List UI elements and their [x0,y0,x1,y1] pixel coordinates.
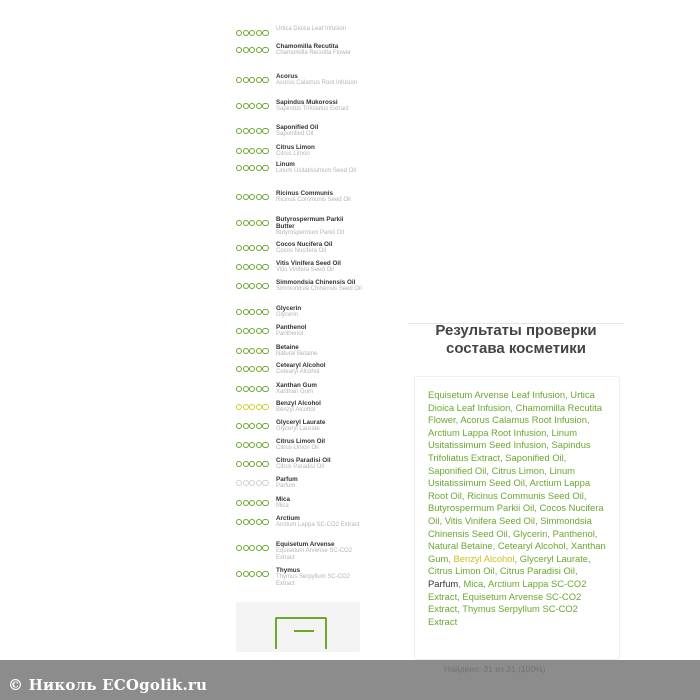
ingredient-inci: Saponified Oil [276,131,314,137]
rating-drop [256,386,262,392]
rating-drop [243,264,249,270]
ingredient-name: Citrus Paradisi Oil [276,457,331,464]
rating-drop [249,386,255,392]
rating-drop [243,128,249,134]
result-ingredient: Chamomilla Recutita Flower [428,401,603,426]
result-ingredient: Linum Usitatissimum Seed Infusion [428,426,578,451]
rating-drop [243,30,249,36]
safety-rating-icon [236,30,270,36]
ingredient-name: Glycerin [276,305,302,312]
result-ingredient: Glyceryl Laurate [519,552,589,564]
watermark-text: © Николь ECOgolik.ru [8,676,208,694]
result-ingredient: Glycerin [512,527,548,539]
ingredient-row[interactable] [236,476,362,490]
result-ingredient: Parfum [428,577,459,589]
rating-drop [262,194,268,200]
rating-drop [249,194,255,200]
rating-drop [236,442,242,448]
result-ingredient: Arctium Lappa Root Oil [428,477,591,501]
ingredient-row[interactable] [236,161,362,175]
ingredient-name: Parfum [276,476,298,483]
rating-drop [262,386,268,392]
result-ingredient: Arctium Lappa SC-CO2 Extract [428,577,587,602]
rating-drop [262,283,268,289]
rating-drop [249,165,255,171]
result-ingredient: Arctium Lappa Root Infusion [428,426,547,438]
rating-drop [243,571,249,577]
rating-drop [256,423,262,429]
rating-drop [256,103,262,109]
ingredient-name: Ricinus Communis [276,190,334,197]
rating-drop [256,500,262,506]
result-ingredient: Xanthan Gum [428,540,606,564]
rating-drop [236,283,242,289]
rating-drop [243,545,249,551]
rating-drop [256,309,262,315]
result-ingredient: Cetearyl Alcohol [497,540,566,552]
ingredient-row[interactable] [236,144,362,158]
rating-drop [249,366,255,372]
rating-drop [243,194,249,200]
ingredient-inci: Ricinus Communis Seed Oil [276,197,351,203]
result-ingredient: Saponified Oil [505,451,564,463]
ingredient-inci: Cocos Nucifera Oil [276,248,327,254]
ingredient-inci: Natural Betaine [276,351,318,357]
result-ingredient: Panthenol [552,527,595,539]
rating-drop [236,264,242,270]
ingredient-inci: Cetearyl Alcohol [276,369,320,375]
results-title [412,322,620,358]
results-text: Equisetum Arvense Leaf Infusion, Urtica Dioica Leaf Infusion, Chamomilla Recutita Flower, Acorus Calamus Root Infusion, Arctium Lappa Root Infusion, Linum Usitatissimum Seed Infusion, Sapindus Trifoliatus Extract, Saponified Oil, Saponified Oil, Citrus Limon, Linum Usitatissimum Seed Oil, Arctium Lappa Root Oil, Ricinus Communis Seed Oil, Butyrospermum Parkii Oil, Cocos Nucifera Oil, Vitis Vinifera Seed Oil, Simmondsia Chinensis Seed Oil, Glycerin, Panthenol, Natural Betaine, Cetearyl Alcohol, Xanthan Gum, Benzyl Alcohol, Glyceryl Laurate, Citrus Limon Oil, Citrus Paradisi Oil, Parfum, Mica, Arctium Lappa SC-CO2 Extract, Equisetum Arvense SC-CO2 Extract, Thymus Serpyllum SC-CO2 Extract [428,389,606,627]
ingredient-name: Betaine [276,344,299,351]
rating-drop [262,47,268,53]
rating-drop [236,500,242,506]
rating-drop [249,283,255,289]
rating-drop [262,348,268,354]
ingredient-inci: Chamomilla Recutita Flower [276,50,352,56]
rating-drop [249,309,255,315]
result-ingredient: Simmondsia Chinensis Seed Oil [428,514,592,539]
rating-drop [262,366,268,372]
rating-drop [243,77,249,83]
rating-drop [236,47,242,53]
ingredient-row[interactable] [236,400,362,414]
ingredient-name: Citrus Limon [276,144,315,151]
rating-drop [236,348,242,354]
ingredient-name: Mica [276,496,290,503]
rating-drop [262,148,268,154]
ingredient-inci: Linum Usitatissimum Seed Oil [276,168,357,174]
rating-drop [262,328,268,334]
rating-drop [262,423,268,429]
safety-rating-icon [236,128,270,134]
rating-drop [249,461,255,467]
rating-drop [243,404,249,410]
result-ingredient: Linum Usitatissimum Seed Oil [428,464,575,489]
rating-drop [236,366,242,372]
rating-drop [256,461,262,467]
safety-rating-icon [236,519,270,525]
rating-drop [249,148,255,154]
result-ingredient: Equisetum Arvense Leaf Infusion [428,389,566,400]
rating-drop [249,442,255,448]
result-ingredient: Sapindus Trifoliatus Extract [428,439,591,463]
bottom-card[interactable] [236,602,360,652]
rating-drop [249,30,255,36]
rating-drop [256,328,262,334]
rating-drop [256,194,262,200]
result-ingredient: Butyrospermum Parkii Oil [428,502,535,514]
rating-drop [243,165,249,171]
rating-drop [249,519,255,525]
result-ingredient: Citrus Paradisi Oil [499,565,575,577]
rating-drop [249,77,255,83]
ingredient-inci: Glyceryl Laurate [276,426,320,432]
rating-drop [236,245,242,251]
rating-drop [249,128,255,134]
safety-rating-icon [236,194,270,200]
rating-drop [256,165,262,171]
rating-drop [236,128,242,134]
result-ingredient: Thymus Serpyllum SC-CO2 Extract [428,603,578,627]
rating-drop [249,328,255,334]
ingredient-row[interactable] [236,216,362,237]
rating-drop [256,47,262,53]
ingredient-inci: Xanthan Gum [276,389,314,395]
ingredient-name: Cetearyl Alcohol [276,362,326,369]
rating-drop [262,519,268,525]
safety-rating-icon [236,480,270,486]
rating-drop [236,148,242,154]
rating-drop [256,442,262,448]
safety-rating-icon [236,309,270,315]
ingredient-inci: Urtica Dioica Leaf Infusion [276,26,347,32]
ingredient-name: Sapindus Mukorossi [276,99,338,106]
rating-drop [262,245,268,251]
result-ingredient: Vitis Vinifera Seed Oil [444,514,536,526]
result-ingredient: Saponified Oil [428,464,487,476]
result-ingredient: Natural Betaine [428,540,493,552]
rating-drop [249,220,255,226]
rating-drop [256,404,262,410]
ingredient-name: Butyrospermum Parkii Butter [276,216,344,230]
rating-drop [236,194,242,200]
ingredient-name: Vitis Vinifera Seed Oil [276,260,341,267]
rating-drop [243,480,249,486]
rating-drop [243,461,249,467]
result-ingredient: Acorus Calamus Root Infusion [460,414,587,426]
safety-rating-icon [236,404,270,410]
rating-drop [236,220,242,226]
safety-rating-icon [236,103,270,109]
card-logo-mark [294,630,314,632]
rating-drop [243,366,249,372]
rating-drop [249,103,255,109]
rating-drop [243,519,249,525]
rating-drop [236,404,242,410]
rating-drop [262,30,268,36]
safety-rating-icon [236,148,270,154]
ingredient-inci: Panthenol [276,331,304,337]
rating-drop [256,571,262,577]
card-logo-frame [275,617,327,649]
rating-drop [249,423,255,429]
rating-drop [243,283,249,289]
rating-drop [262,545,268,551]
rating-drop [236,519,242,525]
rating-drop [256,283,262,289]
ingredient-inci: Sapindus Trifoliatus Extract [276,106,349,112]
safety-rating-icon [236,348,270,354]
ingredient-name: Linum [276,161,295,168]
rating-drop [256,77,262,83]
ingredient-row[interactable] [236,43,362,57]
ingredient-inci: Simmondsia Chinensis Seed Oil [276,286,362,292]
result-ingredient: Mica [463,577,484,589]
rating-drop [243,220,249,226]
ingredient-inci: Equisetum Arvense SC-CO2 Extract [276,548,353,561]
ingredient-inci: Vitis Vinifera Seed Oil [276,267,334,273]
rating-drop [262,500,268,506]
ingredient-row[interactable] [236,496,362,510]
rating-drop [243,309,249,315]
result-ingredient: Cocos Nucifera Oil [428,502,604,526]
ingredient-inci: Citrus Limon Oil [276,445,319,451]
results-title-line1: Результаты проверки [435,322,597,339]
rating-drop [236,30,242,36]
rating-drop [262,309,268,315]
safety-rating-icon [236,571,270,577]
ingredient-row[interactable] [236,99,362,113]
ingredient-row[interactable] [236,541,362,562]
rating-drop [256,245,262,251]
rating-drop [256,220,262,226]
rating-drop [236,309,242,315]
ingredient-row[interactable] [236,324,362,338]
rating-drop [256,480,262,486]
rating-drop [256,30,262,36]
ingredient-row[interactable] [236,260,362,274]
ingredient-name: Glyceryl Laurate [276,419,326,426]
ingredient-row[interactable] [236,73,362,87]
ingredient-row[interactable] [236,382,362,396]
rating-drop [262,264,268,270]
rating-drop [262,461,268,467]
ingredient-name: Equisetum Arvense [276,541,335,548]
rating-drop [256,264,262,270]
rating-drop [249,348,255,354]
rating-drop [243,500,249,506]
ingredient-inci: Glycerin [276,312,299,318]
rating-drop [243,245,249,251]
rating-drop [236,103,242,109]
rating-drop [262,571,268,577]
rating-drop [249,47,255,53]
ingredient-row[interactable] [236,241,362,255]
ingredient-name: Benzyl Alcohol [276,400,321,407]
rating-drop [236,386,242,392]
rating-drop [243,386,249,392]
rating-drop [243,328,249,334]
rating-drop [236,423,242,429]
safety-rating-icon [236,366,270,372]
result-ingredient: Benzyl Alcohol [453,552,515,564]
rating-drop [256,545,262,551]
rating-drop [262,442,268,448]
safety-rating-icon [236,264,270,270]
rating-drop [236,480,242,486]
rating-drop [256,128,262,134]
ingredient-name: Panthenol [276,324,307,331]
ingredient-inci: Citrus Paradisi Oil [276,464,325,470]
ingredient-row[interactable] [236,567,362,588]
safety-rating-icon [236,545,270,551]
rating-drop [236,77,242,83]
rating-drop [236,165,242,171]
safety-rating-icon [236,442,270,448]
ingredient-name: Acorus [276,73,298,80]
safety-rating-icon [236,461,270,467]
ingredient-inci: Acorus Calamus Root Infusion [276,80,358,86]
rating-drop [262,165,268,171]
ingredient-name: Thymus [276,567,301,574]
ingredient-row[interactable] [236,344,362,358]
rating-drop [262,404,268,410]
rating-drop [243,423,249,429]
ingredient-row[interactable] [236,419,362,433]
results-title-line2: состава косметики [445,340,587,357]
safety-rating-icon [236,220,270,226]
result-ingredient: Ricinus Communis Seed Oil [467,489,584,501]
safety-rating-icon [236,165,270,171]
ingredient-inci: Citrus Limon [276,151,310,157]
ingredient-name: Xanthan Gum [276,382,317,389]
result-ingredient: Citrus Limon Oil [428,565,495,577]
ingredient-name: Cocos Nucifera Oil [276,241,333,248]
ingredient-row[interactable] [236,457,362,471]
rating-drop [243,148,249,154]
ingredient-row[interactable] [236,305,362,319]
ingredient-name: Citrus Limon Oil [276,438,325,445]
rating-drop [236,328,242,334]
rating-drop [236,571,242,577]
rating-drop [249,545,255,551]
ingredient-name: Arctium [276,515,300,522]
rating-drop [243,103,249,109]
rating-drop [249,264,255,270]
result-ingredient: Citrus Limon [491,464,545,476]
rating-drop [262,480,268,486]
ingredient-row[interactable] [236,124,362,138]
rating-drop [243,348,249,354]
ingredient-row[interactable] [236,438,362,452]
ingredient-name: Saponified Oil [276,124,319,131]
rating-drop [243,442,249,448]
rating-drop [262,220,268,226]
safety-rating-icon [236,245,270,251]
safety-rating-icon [236,386,270,392]
rating-drop [256,519,262,525]
ingredient-row[interactable] [236,26,362,36]
rating-drop [236,545,242,551]
safety-rating-icon [236,500,270,506]
safety-rating-icon [236,47,270,53]
result-ingredient: Equisetum Arvense SC-CO2 Extract [428,590,582,615]
ingredient-inci: Parfum [276,483,296,489]
safety-rating-icon [236,77,270,83]
ingredient-inci: Mica [276,503,289,509]
ingredient-row[interactable] [236,190,362,204]
ingredient-inci: Benzyl Alcohol [276,407,316,413]
ingredient-name: Simmondsia Chinensis Oil [276,279,356,286]
rating-drop [249,480,255,486]
ingredient-inci: Arctium Lappa SC-CO2 Extract [276,522,360,528]
ingredient-inci: Thymus Serpyllum SC-CO2 Extract [276,574,351,587]
ingredient-row[interactable] [236,515,362,529]
rating-drop [249,500,255,506]
safety-rating-icon [236,328,270,334]
rating-drop [256,366,262,372]
ingredient-inci: Butyrospermum Parkii Oil [276,230,345,236]
safety-rating-icon [236,283,270,289]
rating-drop [262,128,268,134]
safety-rating-icon [236,423,270,429]
rating-drop [249,571,255,577]
rating-drop [243,47,249,53]
ingredient-row[interactable] [236,279,362,293]
rating-drop [236,461,242,467]
rating-drop [256,148,262,154]
ingredient-name: Chamomilla Recutita [276,43,339,50]
rating-drop [249,245,255,251]
rating-drop [249,404,255,410]
result-ingredient: Urtica Dioica Leaf Infusion [428,389,595,413]
rating-drop [262,77,268,83]
rating-drop [256,348,262,354]
ingredient-row[interactable] [236,362,362,376]
rating-drop [262,103,268,109]
